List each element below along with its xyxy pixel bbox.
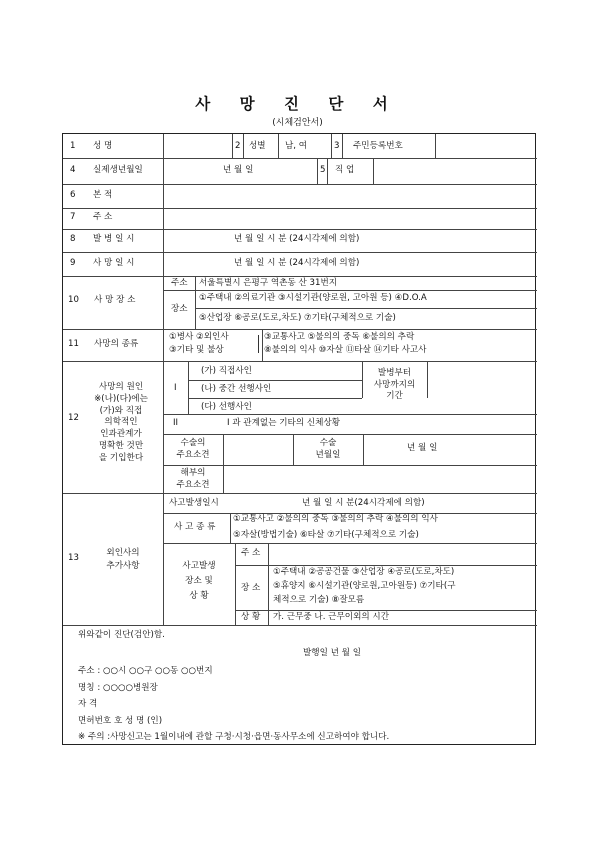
- accident-place-label: 장 소: [241, 583, 261, 593]
- accident-time-label: 사고발생일시: [169, 498, 219, 508]
- sex-label: 성별: [249, 141, 266, 151]
- document-subtitle: (시체검안서): [272, 118, 323, 128]
- accident-situation-options[interactable]: 가. 근무중 나. 근무이외의 시간: [273, 612, 390, 622]
- antecedent-cause-label: (다) 선행사인: [201, 402, 252, 412]
- surgery-date-label: 수술 년월일: [315, 438, 341, 460]
- registered-domicile-field[interactable]: [163, 187, 535, 205]
- cause-of-death-label: 사망의 원인 ※(나)(다)에는 (가)와 직접 의학적인 인과관계가 명확한 것만 을 기입한다: [94, 382, 148, 463]
- resident-number-label: 주민등록번호: [353, 141, 403, 151]
- row10-number: 10: [68, 295, 79, 305]
- issue-date[interactable]: 발행일 년 월 일: [303, 648, 362, 658]
- row11-number: 11: [68, 339, 79, 349]
- death-type-options-2[interactable]: ③기타 및 불상: [169, 345, 224, 355]
- certification-statement: 위와같이 진단(검안)함.: [78, 630, 165, 640]
- external-cause-details-label: 외인사의 추가사항: [106, 548, 140, 571]
- death-place-options-1[interactable]: ①주택내 ②의료기관 ③시설기관(양로원, 고아원 등) ④D.O.A: [199, 293, 427, 303]
- hospital-address: 주소 : ○○시 ○○구 ○○동 ○○번지: [78, 666, 213, 676]
- name-label: 성 명: [93, 141, 113, 151]
- row6-number: 6: [70, 190, 76, 200]
- document-title: 사 망 진 단 서: [195, 94, 400, 113]
- onset-time-label: 발 병 일 시: [93, 234, 135, 244]
- occupation-field[interactable]: [373, 162, 535, 180]
- external-cause-options-2[interactable]: ⑧불의의 익사 ⑩자살 ⑪타살 ⑭기타 사고사: [264, 345, 427, 355]
- row1-number: 1: [70, 141, 76, 151]
- onset-time-value[interactable]: 년 월 일 시 분 (24시각제에 의함): [234, 234, 360, 244]
- death-time-label: 사 망 일 시: [93, 258, 135, 268]
- row9-number: 9: [70, 258, 76, 268]
- surgery-findings-label: 수술의 주요소견: [176, 438, 210, 460]
- hospital-name: 명칭 : ○○○○병원장: [78, 683, 158, 693]
- accident-type-options-1[interactable]: ①교통사고 ②불의의 중독 ③불의의 추락 ④불의의 익사: [233, 514, 438, 524]
- row4-number: 4: [70, 165, 76, 175]
- registered-domicile-label: 본 적: [93, 190, 113, 200]
- accident-type-options-2[interactable]: ⑤자살(방법기술) ⑥타살 ⑦기타(구체적으로 기술): [233, 530, 419, 540]
- accident-address-label: 주 소: [241, 548, 261, 558]
- accident-place-options-1[interactable]: ①주택내 ②공공건물 ③산업장 ④공로(도로,차도): [273, 567, 455, 577]
- accident-place-options-3[interactable]: 체적으로 기술) ⑧잘모름: [273, 595, 365, 605]
- intermediate-cause-label: (나) 중간 선행사인: [201, 384, 272, 394]
- accident-time-value[interactable]: 년 월 일 시 분(24시각제에 의함): [302, 498, 425, 508]
- accident-address-field[interactable]: [268, 545, 535, 563]
- row12-number: 12: [68, 413, 79, 423]
- death-place-address-label: 주소: [171, 278, 188, 288]
- address-label: 주 소: [93, 212, 113, 222]
- accident-place-options-2[interactable]: ⑤휴양지 ⑥시설기관(양로원,고아원등) ⑦기타(구: [273, 581, 456, 591]
- row13-number: 13: [68, 553, 79, 563]
- accident-scene-label: 사고발생 장소 및 상 황: [182, 561, 216, 601]
- row7-number: 7: [70, 212, 76, 222]
- accident-situation-label: 상 황: [241, 612, 261, 622]
- reporting-notice: ※ 주의 :사망신고는 1월이내에 관할 구청·시청·읍면·동사무소에 신고하여야 합니다.: [78, 732, 390, 742]
- death-type-options-1[interactable]: ①병사 ②외인사: [169, 332, 229, 342]
- external-cause-options-1[interactable]: ③교통사고 ⑤불의의 중독 ⑥불의의 추락: [264, 332, 415, 342]
- autopsy-findings-label: 해부의 주요소견: [176, 468, 210, 490]
- occupation-label: 직 업: [335, 165, 355, 175]
- cause-roman-one: I: [174, 383, 177, 393]
- death-place-type-label: 장소: [171, 304, 188, 314]
- row8-number: 8: [70, 234, 76, 244]
- resident-number-field[interactable]: [435, 138, 535, 154]
- direct-cause-label: (가) 직접사인: [201, 366, 252, 376]
- row2-number: 2: [235, 141, 241, 151]
- certificate-form: [62, 133, 536, 745]
- death-time-value[interactable]: 년 월 일 시 분 (24시각제에 의함): [234, 258, 360, 268]
- birthdate-value[interactable]: 년 월 일: [223, 165, 254, 175]
- death-place-label: 사 망 장 소: [94, 295, 136, 305]
- death-place-options-2[interactable]: ⑤산업장 ⑥공로(도로,차도) ⑦기타(구체적으로 기술): [199, 313, 396, 323]
- row3-number: 3: [334, 141, 340, 151]
- cause-roman-two: II: [173, 418, 179, 428]
- qualification-label: 자 격: [78, 699, 98, 709]
- accident-type-label: 사 고 종 류: [174, 522, 216, 532]
- death-type-label: 사망의 종류: [94, 339, 139, 349]
- name-field[interactable]: [163, 138, 232, 154]
- surgery-date-value[interactable]: 년 월 일: [407, 443, 438, 453]
- death-place-address-value[interactable]: 서울특별시 은평구 역촌동 산 31번지: [199, 278, 338, 288]
- birthdate-label: 실제생년월일: [93, 165, 143, 175]
- row5-number: 5: [320, 165, 326, 175]
- other-conditions-label: I 과 관계없는 기타의 신체상황: [227, 418, 341, 428]
- address-field[interactable]: [163, 210, 535, 227]
- bracket-line: [258, 335, 259, 353]
- onset-to-death-interval-label: 발병부터 사망까지의 기간: [373, 368, 416, 401]
- license-signature-line[interactable]: 면허번호 호 성 명 (인): [78, 716, 163, 726]
- sex-value[interactable]: 남, 여: [285, 141, 308, 151]
